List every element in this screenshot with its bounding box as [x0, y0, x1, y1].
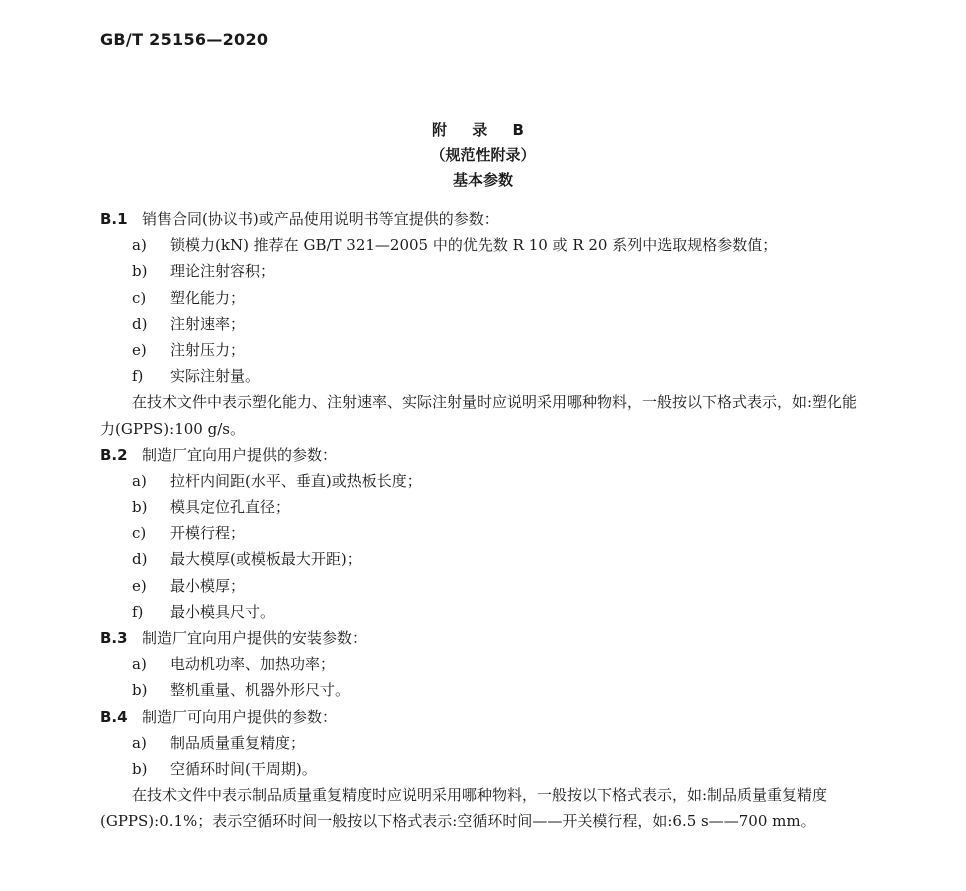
section-b4 — [100, 704, 870, 730]
section-note: 在技术文件中表示塑化能力、注射速率、实际注射量时应说明采用哪种物料，一般按以下格式表示，如:塑化能力(GPPS):100 g/s。 — [100, 393, 858, 438]
item-marker: c) — [132, 288, 147, 307]
section-text: 制造厂宜向用户提供的安装参数： — [142, 629, 368, 648]
item-marker: f) — [132, 602, 144, 621]
list-item — [100, 363, 870, 389]
list-item — [100, 730, 870, 756]
item-text: 注射速率； — [170, 314, 246, 333]
section-note: 在技术文件中表示制品质量重复精度时应说明采用哪种物料，一般按以下格式表示，如:制品质量重复精度(GPPS):0.1%；表示空循环时间一般按以下格式表示:空循环时间——开关模行程，如:6.5 s——700 mm。 — [100, 786, 828, 831]
item-text: 最小模厚； — [170, 576, 246, 595]
item-text: 整机重量、机器外形尺寸。 — [170, 681, 351, 700]
item-marker: a) — [132, 733, 147, 752]
list-item — [100, 651, 870, 677]
item-text: 开模行程； — [170, 524, 246, 543]
section-text: 制造厂宜向用户提供的参数： — [142, 445, 338, 464]
item-text: 理论注射容积； — [170, 262, 276, 281]
standard-number: GB/T 25156—2020 — [100, 30, 269, 49]
list-item — [100, 756, 870, 782]
item-text: 模具定位孔直径； — [170, 498, 291, 517]
document-body — [100, 206, 870, 835]
item-text: 制品质量重复精度； — [170, 733, 306, 752]
item-text: 锁模力(kN) 推荐在 GB/T 321—2005 中的优先数 R 10 或 R 20 系列中选取规格参数值； — [170, 236, 778, 255]
list-item — [100, 520, 870, 546]
item-marker: e) — [132, 576, 147, 595]
list-item — [100, 468, 870, 494]
item-marker: b) — [132, 498, 148, 517]
item-text: 拉杆内间距(水平、垂直)或热板长度； — [170, 471, 422, 490]
item-marker: e) — [132, 340, 147, 359]
item-marker: f) — [132, 367, 144, 386]
section-number: B.1 — [100, 210, 128, 228]
list-item — [100, 311, 870, 337]
appendix-heading: 基本参数 — [452, 171, 513, 189]
section-b1 — [100, 206, 870, 232]
item-text: 注射压力； — [170, 340, 246, 359]
item-marker: b) — [132, 681, 148, 700]
appendix-title-block — [0, 118, 966, 193]
item-text: 塑化能力； — [170, 288, 246, 307]
item-marker: a) — [132, 236, 147, 255]
item-text: 最小模具尺寸。 — [170, 602, 276, 621]
list-item — [100, 599, 870, 625]
item-text: 电动机功率、加热功率； — [170, 655, 336, 674]
item-marker: b) — [132, 759, 148, 778]
item-marker: b) — [132, 262, 148, 281]
item-marker: a) — [132, 655, 147, 674]
section-b2 — [100, 442, 870, 468]
section-number: B.3 — [100, 629, 128, 648]
list-item — [100, 232, 870, 258]
list-item — [100, 677, 870, 703]
item-marker: a) — [132, 471, 147, 490]
section-number: B.2 — [100, 445, 128, 464]
list-item — [100, 494, 870, 520]
item-marker: d) — [132, 314, 148, 333]
section-number: B.4 — [100, 707, 128, 726]
item-text: 实际注射量。 — [170, 367, 261, 386]
item-text: 最大模厚(或模板最大开距)； — [170, 550, 362, 569]
list-item — [100, 546, 870, 572]
list-item — [100, 285, 870, 311]
list-item — [100, 573, 870, 599]
list-item — [100, 337, 870, 363]
list-item — [100, 258, 870, 284]
item-marker: d) — [132, 550, 148, 569]
appendix-title: 附 录 B — [432, 121, 534, 139]
section-b3 — [100, 625, 870, 651]
item-marker: c) — [132, 524, 147, 543]
section-text: 销售合同(协议书)或产品使用说明书等宜提供的参数： — [142, 210, 499, 228]
appendix-nature: （规范性附录） — [430, 146, 536, 164]
item-text: 空循环时间(干周期)。 — [170, 759, 317, 778]
section-text: 制造厂可向用户提供的参数： — [142, 707, 338, 726]
